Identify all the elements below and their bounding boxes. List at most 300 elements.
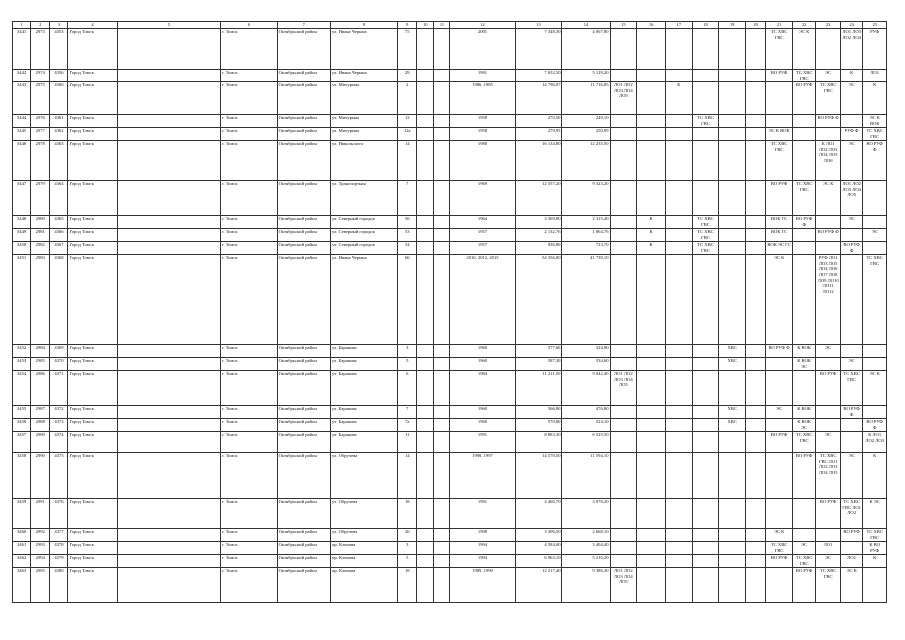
record-number: 2974	[31, 70, 50, 82]
blank-cell	[117, 358, 221, 371]
works-cell	[766, 358, 793, 371]
works-cell	[746, 406, 766, 419]
settlement-cell: Город Томск	[68, 499, 117, 529]
living-area-cell: 249,10	[562, 115, 610, 128]
blank-cell	[117, 82, 221, 115]
living-area-cell: 524,90	[562, 345, 610, 358]
street-cell: ул. Обручева	[330, 453, 397, 499]
build-year-cell: 1989, 1990	[450, 568, 515, 603]
total-area-cell: 14 570,50	[515, 453, 562, 499]
works-cell	[719, 181, 746, 216]
works-cell	[692, 141, 719, 181]
blank-cell	[434, 229, 450, 242]
row-number: 3458	[13, 453, 31, 499]
works-cell	[637, 70, 666, 82]
build-year-cell: 1994	[450, 542, 515, 555]
blank-cell	[117, 128, 221, 141]
works-cell: ЭС	[840, 82, 862, 115]
living-area-cell: 5 129,20	[562, 70, 610, 82]
works-cell: ЭС К	[766, 255, 793, 345]
total-area-cell: 2 132,76	[515, 229, 562, 242]
total-area-cell: 54 356,00	[515, 255, 562, 345]
district-cell: Октябрьский район	[277, 345, 330, 358]
living-area-cell: 723,70	[562, 242, 610, 255]
object-id: 4373	[50, 419, 68, 432]
living-area-cell: 524,10	[562, 419, 610, 432]
column-number: 2	[31, 22, 50, 29]
settlement-cell: Город Томск	[68, 568, 117, 603]
works-cell: ЭС К ВОК	[863, 115, 887, 128]
works-cell: ТС ХВС ГВС	[692, 216, 719, 229]
record-number: 2982	[31, 242, 50, 255]
works-cell	[692, 419, 719, 432]
table-row	[13, 371, 887, 406]
works-cell: ЛО1	[863, 70, 887, 82]
row-number: 3455	[13, 406, 31, 419]
column-number: 20	[746, 22, 766, 29]
table-row	[13, 419, 887, 432]
house-number-cell: 56	[398, 216, 417, 229]
house-number-cell: 7	[398, 181, 417, 216]
street-cell: ул. Баранова	[330, 432, 397, 453]
house-number-cell: 66	[398, 255, 417, 345]
record-number: 2992	[31, 529, 50, 542]
settlement-cell: Город Томск	[68, 453, 117, 499]
street-cell: ул. Ивана Черных	[330, 70, 397, 82]
blank-cell	[117, 453, 221, 499]
settlement-cell: Город Томск	[68, 115, 117, 128]
column-number: 16	[637, 22, 666, 29]
district-cell: Октябрьский район	[277, 419, 330, 432]
column-number: 10	[417, 22, 434, 29]
works-cell	[746, 128, 766, 141]
works-cell: ВО РУФ	[792, 82, 815, 115]
housing-register-table	[12, 21, 887, 603]
works-cell	[766, 115, 793, 128]
column-number: 25	[863, 22, 887, 29]
works-cell	[746, 29, 766, 70]
table-row	[13, 115, 887, 128]
works-cell	[692, 371, 719, 406]
city-cell: г. Томск	[221, 406, 278, 419]
district-cell: Октябрьский район	[277, 216, 330, 229]
works-cell: ЭС	[863, 229, 887, 242]
table-row	[13, 70, 887, 82]
total-area-cell: 3 306,50	[515, 529, 562, 542]
column-number: 12	[450, 22, 515, 29]
works-cell	[719, 128, 746, 141]
works-cell: К	[863, 555, 887, 568]
works-cell	[637, 432, 666, 453]
city-cell: г. Томск	[221, 345, 278, 358]
works-cell: ХВС	[719, 345, 746, 358]
record-number: 2991	[31, 499, 50, 529]
works-cell: К ВОК	[792, 345, 815, 358]
works-cell	[816, 128, 841, 141]
works-cell	[719, 70, 746, 82]
works-cell: К ВО РУФ	[863, 542, 887, 555]
blank-cell	[117, 432, 221, 453]
works-cell	[792, 229, 815, 242]
works-cell: ВОК ЭС ГС	[766, 242, 793, 255]
works-cell	[637, 82, 666, 115]
blank-cell	[434, 358, 450, 371]
works-cell	[692, 568, 719, 603]
total-area-cell: 279,95	[515, 128, 562, 141]
works-cell	[692, 29, 719, 70]
city-cell: г. Томск	[221, 255, 278, 345]
object-id: 4376	[50, 499, 68, 529]
city-cell: г. Томск	[221, 181, 278, 216]
row-number: 3446	[13, 141, 31, 181]
build-year-cell: 1957	[450, 229, 515, 242]
works-cell	[816, 216, 841, 229]
works-cell: ЭС К	[792, 29, 815, 70]
house-number-cell: 5	[398, 358, 417, 371]
house-number-cell: 14	[398, 141, 417, 181]
works-cell	[637, 115, 666, 128]
works-cell	[692, 499, 719, 529]
works-cell	[665, 115, 692, 128]
record-number: 2980	[31, 216, 50, 229]
works-cell	[610, 406, 637, 419]
works-cell	[766, 371, 793, 406]
house-number-cell: 7а	[398, 419, 417, 432]
blank-cell	[434, 115, 450, 128]
living-area-cell: 41 739,10	[562, 255, 610, 345]
record-number: 2983	[31, 255, 50, 345]
works-cell	[665, 128, 692, 141]
works-cell	[719, 216, 746, 229]
column-number: 1	[13, 22, 31, 29]
living-area-cell: 534,60	[562, 358, 610, 371]
row-number: 3451	[13, 255, 31, 345]
works-cell	[692, 181, 719, 216]
works-cell	[792, 115, 815, 128]
house-number-cell: 3	[398, 345, 417, 358]
blank-cell	[117, 229, 221, 242]
column-number: 14	[562, 22, 610, 29]
works-cell	[863, 181, 887, 216]
works-cell	[610, 141, 637, 181]
district-cell: Октябрьский район	[277, 128, 330, 141]
works-cell: К	[863, 82, 887, 115]
row-number: 3447	[13, 181, 31, 216]
works-cell: ВО РУФ Ф	[863, 141, 887, 181]
district-cell: Октябрьский район	[277, 181, 330, 216]
works-cell	[816, 529, 841, 542]
works-cell: РУФ	[863, 29, 887, 70]
works-cell	[719, 115, 746, 128]
blank-cell	[117, 70, 221, 82]
works-cell: ЭС	[840, 141, 862, 181]
build-year-cell: 2001	[450, 29, 515, 70]
works-cell	[610, 229, 637, 242]
city-cell: г. Томск	[221, 419, 278, 432]
street-cell: пр. Кленова	[330, 555, 397, 568]
build-year-cell: 1960	[450, 419, 515, 432]
blank-cell	[117, 345, 221, 358]
works-cell: ЭС	[766, 406, 793, 419]
street-cell: ул. Ивана Черных	[330, 255, 397, 345]
blank-cell	[117, 542, 221, 555]
street-cell: ул. Баранова	[330, 345, 397, 358]
table-row	[13, 406, 887, 419]
works-cell	[719, 432, 746, 453]
column-number: 5	[117, 22, 221, 29]
row-number: 3463	[13, 568, 31, 603]
blank-cell	[434, 242, 450, 255]
settlement-cell: Город Томск	[68, 358, 117, 371]
works-cell	[863, 242, 887, 255]
street-cell: ул. Баранова	[330, 406, 397, 419]
works-cell	[746, 229, 766, 242]
street-cell: ул. Северный городок	[330, 229, 397, 242]
blank-cell	[417, 419, 434, 432]
house-number-cell: 6	[398, 371, 417, 406]
column-number: 4	[68, 22, 117, 29]
build-year-cell: 1964	[450, 216, 515, 229]
city-cell: г. Томск	[221, 453, 278, 499]
city-cell: г. Томск	[221, 128, 278, 141]
total-area-cell: 587,30	[515, 358, 562, 371]
total-area-cell: 14 796,07	[515, 82, 562, 115]
total-area-cell: 8 883,30	[515, 432, 562, 453]
street-cell: пр. Кленова	[330, 568, 397, 603]
district-cell: Октябрьский район	[277, 529, 330, 542]
district-cell: Октябрьский район	[277, 371, 330, 406]
works-cell	[610, 216, 637, 229]
build-year-cell: 1986, 1985	[450, 82, 515, 115]
works-cell	[719, 82, 746, 115]
works-cell	[863, 345, 887, 358]
district-cell: Октябрьский район	[277, 358, 330, 371]
build-year-cell: 1958	[450, 115, 515, 128]
works-cell	[637, 255, 666, 345]
city-cell: г. Томск	[221, 358, 278, 371]
works-cell	[746, 242, 766, 255]
works-cell	[610, 115, 637, 128]
works-cell: ТС ХВС ГВС	[792, 432, 815, 453]
build-year-cell: 1969	[450, 181, 515, 216]
works-cell: ТС ХВС ГВС	[766, 542, 793, 555]
works-cell	[746, 345, 766, 358]
street-cell: ул. Баранова	[330, 419, 397, 432]
works-cell	[746, 568, 766, 603]
works-cell	[692, 555, 719, 568]
works-cell: ТС ХВС ГВС	[840, 371, 862, 406]
works-cell	[719, 453, 746, 499]
row-number: 3454	[13, 371, 31, 406]
street-cell: ул. Баранова	[330, 358, 397, 371]
works-cell	[610, 29, 637, 70]
object-id: 4369	[50, 345, 68, 358]
house-number-cell: 54	[398, 242, 417, 255]
living-area-cell: 9 386,30	[562, 568, 610, 603]
works-cell	[637, 555, 666, 568]
works-cell	[792, 242, 815, 255]
works-cell	[637, 345, 666, 358]
works-cell	[637, 568, 666, 603]
works-cell	[665, 371, 692, 406]
works-cell: ЭС К	[840, 568, 862, 603]
record-number: 2985	[31, 358, 50, 371]
settlement-cell: Город Томск	[68, 406, 117, 419]
district-cell: Октябрьский район	[277, 406, 330, 419]
blank-cell	[434, 432, 450, 453]
works-cell: ВО РУФ Ф	[792, 216, 815, 229]
works-cell	[840, 115, 862, 128]
column-number: 17	[665, 22, 692, 29]
house-number-cell: 75	[398, 29, 417, 70]
blank-cell	[417, 345, 434, 358]
build-year-cell: 1957	[450, 242, 515, 255]
object-id: 4360	[50, 82, 68, 115]
works-cell: ВО РУФ	[840, 529, 862, 542]
blank-cell	[434, 542, 450, 555]
works-cell	[665, 555, 692, 568]
column-number: 15	[610, 22, 637, 29]
city-cell: г. Томск	[221, 229, 278, 242]
object-id: 4362	[50, 128, 68, 141]
city-cell: г. Томск	[221, 115, 278, 128]
works-cell: ЛО1 ЛО3 ЛО2 ЛО4	[840, 29, 862, 70]
street-cell: ул. Мичурина	[330, 115, 397, 128]
street-cell: ул. Баранова	[330, 371, 397, 406]
total-area-cell: 270,50	[515, 115, 562, 128]
house-number-cell: 12	[398, 115, 417, 128]
settlement-cell: Город Томск	[68, 29, 117, 70]
column-number: 11	[434, 22, 450, 29]
settlement-cell: Город Томск	[68, 242, 117, 255]
works-cell	[792, 529, 815, 542]
works-cell: ВО РУФ Ф	[840, 406, 862, 419]
district-cell: Октябрьский район	[277, 568, 330, 603]
district-cell: Октябрьский район	[277, 141, 330, 181]
row-number: 3452	[13, 345, 31, 358]
works-cell	[665, 406, 692, 419]
blank-cell	[434, 419, 450, 432]
works-cell	[719, 255, 746, 345]
works-cell: ЭС К	[766, 529, 793, 542]
works-cell	[719, 242, 746, 255]
record-number: 2976	[31, 115, 50, 128]
object-id: 4361	[50, 115, 68, 128]
works-cell: ЭС К	[816, 181, 841, 216]
works-cell	[610, 419, 637, 432]
works-cell: К ВОК ЭС	[792, 358, 815, 371]
record-number: 2993	[31, 542, 50, 555]
city-cell: г. Томск	[221, 70, 278, 82]
build-year-cell: 1994	[450, 555, 515, 568]
blank-cell	[417, 128, 434, 141]
works-cell: ВО РУФ	[766, 555, 793, 568]
settlement-cell: Город Томск	[68, 432, 117, 453]
works-cell	[840, 229, 862, 242]
district-cell: Октябрьский район	[277, 29, 330, 70]
table-row	[13, 358, 887, 371]
works-cell: ЭС	[816, 70, 841, 82]
living-area-cell: 4 067,80	[562, 29, 610, 70]
living-area-cell: 2 315,40	[562, 216, 610, 229]
blank-cell	[417, 529, 434, 542]
city-cell: г. Томск	[221, 555, 278, 568]
works-cell	[840, 419, 862, 432]
living-area-cell: 12 235,50	[562, 141, 610, 181]
works-cell	[746, 216, 766, 229]
works-cell	[840, 542, 862, 555]
street-cell: ул. Северный городок	[330, 242, 397, 255]
works-cell: ТС ХВС ГВС	[792, 70, 815, 82]
works-cell	[746, 181, 766, 216]
works-cell	[863, 216, 887, 229]
works-cell	[692, 82, 719, 115]
blank-cell	[117, 371, 221, 406]
works-cell: ВО РУФ Ф	[816, 115, 841, 128]
district-cell: Октябрьский район	[277, 453, 330, 499]
total-area-cell: 16 134,80	[515, 141, 562, 181]
works-cell	[637, 181, 666, 216]
blank-cell	[417, 542, 434, 555]
blank-cell	[434, 141, 450, 181]
works-cell	[692, 70, 719, 82]
blank-cell	[417, 555, 434, 568]
record-number: 2990	[31, 453, 50, 499]
street-cell: ул. Северный городок	[330, 216, 397, 229]
column-number: 23	[816, 22, 841, 29]
works-cell	[840, 432, 862, 453]
column-number: 22	[792, 22, 815, 29]
build-year-cell: 1998, 1997	[450, 453, 515, 499]
works-cell	[637, 419, 666, 432]
house-number-cell: 53	[398, 229, 417, 242]
row-number: 3443	[13, 82, 31, 115]
works-cell	[692, 453, 719, 499]
works-cell	[665, 432, 692, 453]
object-id: 4379	[50, 555, 68, 568]
city-cell: г. Томск	[221, 568, 278, 603]
works-cell	[637, 542, 666, 555]
works-cell	[692, 345, 719, 358]
works-cell: ВО РУФ	[766, 432, 793, 453]
living-area-cell: 476,80	[562, 406, 610, 419]
house-number-cell: 18	[398, 499, 417, 529]
works-cell	[637, 371, 666, 406]
table-row	[13, 141, 887, 181]
works-cell: К	[637, 229, 666, 242]
house-number-cell: 14	[398, 453, 417, 499]
blank-cell	[417, 181, 434, 216]
blank-cell	[417, 229, 434, 242]
works-cell	[665, 358, 692, 371]
build-year-cell: 1960	[450, 406, 515, 419]
blank-cell	[434, 555, 450, 568]
works-cell: К ЛО1 ЛО2 ЛО3 ЛО4 ЛО5 ЛО6	[816, 141, 841, 181]
row-number: 3461	[13, 542, 31, 555]
build-year-cell: 1991	[450, 432, 515, 453]
city-cell: г. Томск	[221, 82, 278, 115]
works-cell	[816, 29, 841, 70]
works-cell: К	[665, 82, 692, 115]
blank-cell	[434, 499, 450, 529]
table-row	[13, 255, 887, 345]
house-number-cell: 29	[398, 70, 417, 82]
total-area-cell: 4 584,00	[515, 542, 562, 555]
row-number: 3445	[13, 128, 31, 141]
table-row	[13, 242, 887, 255]
district-cell: Октябрьский район	[277, 229, 330, 242]
object-id: 4364	[50, 181, 68, 216]
